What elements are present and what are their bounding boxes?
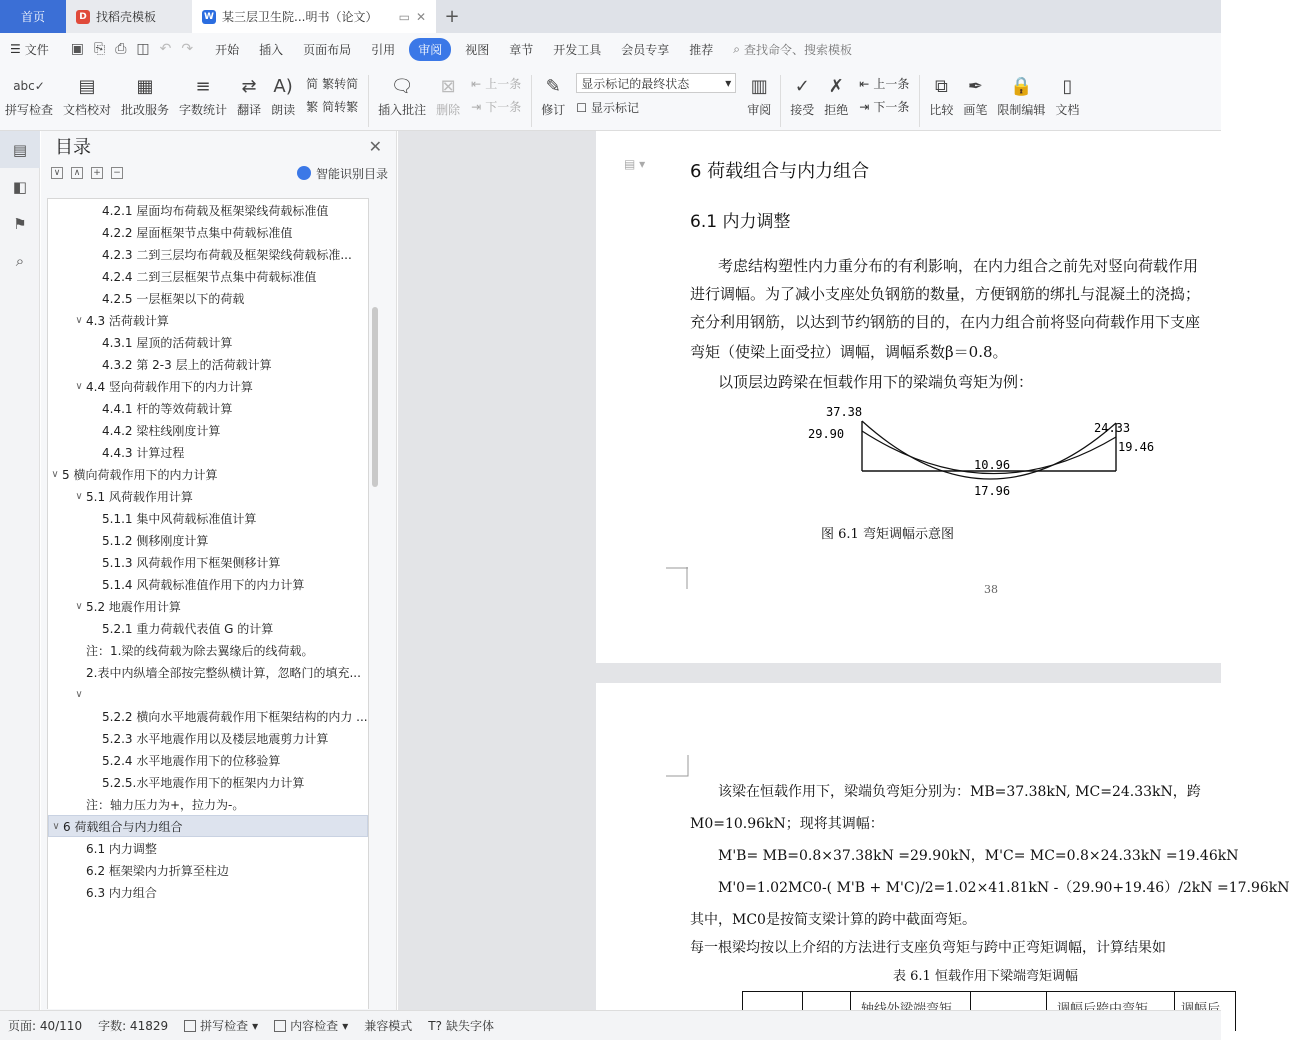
toc-item-label: 4.4 竖向荷载作用下的内力计算 xyxy=(86,379,253,394)
toc-item[interactable] xyxy=(48,573,368,595)
compare-button[interactable]: ⧉ 比较 xyxy=(924,71,958,118)
word-count-button[interactable]: ≡ 字数统计 xyxy=(174,71,232,118)
toc-item-label: 6 荷载组合与内力组合 xyxy=(63,819,183,834)
toc-item[interactable] xyxy=(48,595,368,617)
prev-icon: ⇤ xyxy=(471,76,482,91)
collapse-all-icon[interactable]: ∨ xyxy=(51,167,63,179)
undo-icon[interactable]: ↶ xyxy=(159,41,172,57)
toc-item-label: 注：1.梁的线荷载为除去翼缘后的线荷载。 xyxy=(86,643,314,658)
toc-item-label: 4.4.1 杆的等效荷载计算 xyxy=(102,401,233,416)
toc-item[interactable] xyxy=(48,859,368,881)
trad-to-simp-button[interactable]: 简 繁转简 xyxy=(306,77,359,91)
toc-item[interactable] xyxy=(48,309,368,331)
toc-item-label: 4.4.2 梁柱线刚度计算 xyxy=(102,423,221,438)
body-text: 每一根梁均按以上介绍的方法进行支座负弯矩与跨中正弯矩调幅，计算结果如 xyxy=(690,940,1166,956)
menu-item[interactable]: 开发工具 xyxy=(553,42,602,57)
divider xyxy=(368,75,369,127)
toc-item-label: 4.3.1 屋顶的活荷载计算 xyxy=(102,335,233,350)
quick-access xyxy=(59,41,205,57)
chevron-down-icon[interactable]: ∨ xyxy=(51,468,59,480)
remove-level-icon[interactable]: − xyxy=(111,167,123,179)
pen-icon: ✒ xyxy=(967,75,983,97)
toc-item[interactable] xyxy=(48,419,368,441)
markup-state-select[interactable]: 显示标记的最终状态 ▾ xyxy=(576,73,736,93)
page-indicator[interactable]: 页面: 40/110 xyxy=(8,1019,83,1033)
page xyxy=(596,131,1236,663)
review-ribbon xyxy=(0,65,1221,131)
figure-caption: 图 6.1 弯矩调幅示意图 xyxy=(821,527,954,542)
compare-icon: ⧉ xyxy=(934,75,948,97)
menu-item[interactable]: 审阅 xyxy=(409,38,451,61)
menu-item[interactable]: 章节 xyxy=(509,42,534,57)
next-revision-icon: ⇥ xyxy=(859,99,870,114)
proof-icon: ▤ xyxy=(78,75,96,97)
dropdown-icon: ▾ xyxy=(725,76,732,90)
toc-item[interactable] xyxy=(48,837,368,859)
batch-icon: ▦ xyxy=(136,75,154,97)
toc-item-label: 4.2.1 屋面均布荷载及框架梁线荷载标准值 xyxy=(102,203,329,218)
comment-delete-icon: ⊠ xyxy=(440,75,456,97)
toc-item-label: 4.2.3 二到三层均布荷载及框架梁线荷载标准... xyxy=(102,247,352,262)
paragraph-icon[interactable]: ▤ ▾ xyxy=(624,157,646,171)
insert-comment-button[interactable]: 🗨 插入批注 xyxy=(373,71,431,118)
toc-item[interactable] xyxy=(48,771,368,793)
add-level-icon[interactable]: + xyxy=(91,167,103,179)
doc-icon: ▯ xyxy=(1062,75,1073,97)
convert-group xyxy=(300,71,364,115)
toc-item[interactable] xyxy=(48,221,368,243)
review-pane-icon: ▥ xyxy=(750,75,768,97)
toc-item-label: 5.2 地震作用计算 xyxy=(86,599,181,614)
menu-item[interactable]: 视图 xyxy=(465,42,490,57)
toc-item-label: 5.1.3 风荷载作用下框架侧移计算 xyxy=(102,555,281,570)
toc-item-label: 5.2.4 水平地震作用下的位移验算 xyxy=(102,753,281,768)
translate-icon: ⇄ xyxy=(241,75,257,97)
find-icon[interactable]: ⌕ xyxy=(15,251,25,270)
delete-comment-button[interactable]: ⊠ 删除 xyxy=(431,71,465,118)
read-aloud-icon: A) xyxy=(273,75,293,97)
toc-item[interactable] xyxy=(48,331,368,353)
revise-icon: ✎ xyxy=(545,75,561,97)
wps-writer-icon: W xyxy=(202,10,216,24)
smart-toc-button[interactable]: 智能识别目录 xyxy=(297,165,396,182)
toc-item[interactable] xyxy=(48,793,368,815)
toc-item-label: 5.2.2 横向水平地震荷载作用下框架结构的内力 ... xyxy=(102,709,368,724)
menu-item[interactable]: 开始 xyxy=(215,42,240,57)
body-text: 弯矩（使梁上面受拉）调幅，调幅系数β＝0.8。 xyxy=(690,343,1008,361)
toc-item-label: 4.3.2 第 2-3 层上的活荷载计算 xyxy=(102,357,272,372)
chevron-down-icon[interactable]: ∨ xyxy=(75,380,83,392)
trad-icon: 简 xyxy=(306,77,319,91)
chevron-down-icon[interactable]: ∨ xyxy=(75,490,83,502)
crop-mark xyxy=(666,755,688,777)
label-right-adjusted: 19.46 xyxy=(1118,440,1155,454)
table-caption: 表 6.1 恒载作用下梁端弯矩调幅 xyxy=(893,969,1078,984)
show-markup-icon: ☐ xyxy=(576,100,588,115)
toc-item[interactable] xyxy=(48,661,368,683)
read-aloud-button[interactable]: A) 朗读 xyxy=(266,71,300,118)
toc-item-label: 5.2.5.水平地震作用下的框架内力计算 xyxy=(102,775,305,790)
new-tab-button[interactable]: + xyxy=(444,6,460,27)
bookmark-icon[interactable]: ⚑ xyxy=(13,214,27,233)
toc-item[interactable] xyxy=(48,727,368,749)
chapter-nav-icon[interactable]: ◧ xyxy=(12,177,28,196)
toc-item[interactable] xyxy=(48,485,368,507)
redo-icon[interactable]: ↷ xyxy=(181,41,194,57)
pen-button[interactable]: ✒ 画笔 xyxy=(958,71,992,118)
toc-item-label: 2.表中内纵墙全部按完整纵横计算，忽略门的填充... xyxy=(86,665,361,680)
prev-comment-button[interactable]: ⇤ 上一条 xyxy=(471,76,522,91)
toc-item-label: 6.3 内力组合 xyxy=(86,885,157,900)
toc-item-label: 5.1.2 侧移刚度计算 xyxy=(102,533,209,548)
expand-up-icon[interactable]: ∧ xyxy=(71,167,83,179)
menu-item[interactable]: 会员专享 xyxy=(621,42,670,57)
word-count-icon: ≡ xyxy=(195,75,211,97)
divider xyxy=(780,75,781,127)
toc-item[interactable] xyxy=(48,683,368,705)
toc-item[interactable] xyxy=(48,507,368,529)
toc-item[interactable] xyxy=(48,287,368,309)
content-check-status[interactable]: 内容检查 ▾ xyxy=(274,1017,348,1034)
toc-item-label: 5.2.1 重力荷载代表值 G 的计算 xyxy=(102,621,274,636)
body-text: M0=10.96kN；现将其调幅： xyxy=(690,816,884,832)
close-icon[interactable]: ✕ xyxy=(368,137,382,156)
revision-nav xyxy=(853,71,915,115)
reject-icon: ✗ xyxy=(828,75,844,97)
toc-item-label: 6.2 框架梁内力折算至柱边 xyxy=(86,863,229,878)
toc-item-label: 4.2.5 一层框架以下的荷载 xyxy=(102,291,245,306)
label-mid-original: 10.96 xyxy=(974,458,1011,472)
divider xyxy=(919,75,920,127)
chevron-down-icon[interactable]: ∨ xyxy=(75,600,83,612)
toc-item-label: 5.1.1 集中风荷载标准值计算 xyxy=(102,511,257,526)
body-text: 其中，MC0是按简支梁计算的跨中截面弯矩。 xyxy=(690,912,976,928)
toc-scrollbar[interactable] xyxy=(372,307,378,487)
simp-icon: 繁 xyxy=(306,100,319,114)
tab-home[interactable]: 首页 xyxy=(0,0,66,33)
tab-document[interactable]: W 某三层卫生院...明书（论文） ▭ ✕ xyxy=(192,0,436,33)
page xyxy=(596,683,1290,1023)
next-icon: ⇥ xyxy=(471,99,482,114)
toc-item[interactable] xyxy=(48,463,368,485)
toc-item-label: 5.1.4 风荷载标准值作用下的内力计算 xyxy=(102,577,305,592)
docer-icon: D xyxy=(76,10,90,24)
body-text: 充分利用钢筋，以达到节约钢筋的目的，在内力组合前将竖向荷载作用下支座 xyxy=(690,313,1201,331)
divider xyxy=(531,75,532,127)
body-text: 该梁在恒载作用下，梁端负弯矩分别为：MB=37.38kN, MC=24.33kN，跨 xyxy=(718,784,1201,800)
accept-icon: ✓ xyxy=(794,75,810,97)
review-pane-button[interactable]: ▥ 审阅 xyxy=(742,71,776,118)
menu-item[interactable]: 推荐 xyxy=(689,42,714,57)
toc-panel xyxy=(41,131,397,1010)
toc-item[interactable] xyxy=(48,441,368,463)
spell-status-icon xyxy=(184,1020,196,1032)
doc-permission-button[interactable]: ▯ 文档 xyxy=(1050,71,1084,118)
toc-item[interactable] xyxy=(48,705,368,727)
show-markup-button[interactable]: ☐ 显示标记 xyxy=(576,100,640,115)
toc-item[interactable] xyxy=(48,617,368,639)
spell-check-button[interactable]: abc✓ 拼写检查 xyxy=(0,71,58,118)
toc-item[interactable] xyxy=(48,639,368,661)
prev-revision-icon: ⇤ xyxy=(859,76,870,91)
next-revision-button[interactable]: ⇥ 下一条 xyxy=(859,99,910,114)
toc-item[interactable] xyxy=(48,243,368,265)
formula: M'B= MB=0.8×37.38kN =29.90kN，M'C= MC=0.8×24.33kN =19.46kN xyxy=(718,848,1239,864)
toc-item-label: 4.2.2 屋面框架节点集中荷载标准值 xyxy=(102,225,293,240)
next-comment-button[interactable]: ⇥ 下一条 xyxy=(471,99,522,114)
doc-proof-button[interactable]: ▤ 文档校对 xyxy=(58,71,116,118)
content-check-icon xyxy=(274,1020,286,1032)
toc-panel-icon[interactable]: ▤ xyxy=(0,131,40,168)
window-icon[interactable]: ▭ xyxy=(398,9,410,24)
simp-to-trad-button[interactable]: 繁 简转繁 xyxy=(306,100,359,114)
page-number: 38 xyxy=(984,583,998,596)
lock-icon: 🔒 xyxy=(1010,75,1033,97)
moment-diagram xyxy=(806,401,1176,501)
preview-icon[interactable]: ◫ xyxy=(136,41,150,57)
toc-item-label: 注：轴力压力为+，拉力为-。 xyxy=(86,797,245,812)
command-search[interactable]: ⌕ 查找命令、搜索模板 xyxy=(733,41,853,57)
label-mid-adjusted: 17.96 xyxy=(974,484,1011,498)
toc-item[interactable] xyxy=(48,375,368,397)
revise-button[interactable]: ✎ 修订 xyxy=(536,71,570,118)
chevron-down-icon[interactable]: ∨ xyxy=(52,820,60,832)
word-count[interactable]: 字数: 41829 xyxy=(98,1019,169,1033)
search-icon: ⌕ xyxy=(733,41,741,56)
chevron-down-icon[interactable]: ∨ xyxy=(75,314,83,326)
font-icon: T? xyxy=(428,1018,442,1033)
status-bar xyxy=(0,1010,1221,1040)
body-text: 考虑结构塑性内力重分布的有利影响，在内力组合之前先对竖向荷载作用 xyxy=(718,257,1199,275)
spell-check-icon: abc✓ xyxy=(13,79,45,93)
menu-item[interactable]: 引用 xyxy=(371,42,396,57)
toc-item[interactable] xyxy=(48,353,368,375)
toc-item[interactable] xyxy=(48,551,368,573)
crop-mark xyxy=(666,567,688,589)
spell-check-status[interactable]: 拼写检查 ▾ xyxy=(184,1017,258,1034)
menu-item[interactable]: 插入 xyxy=(259,42,284,57)
toc-item[interactable] xyxy=(48,529,368,551)
heading-2: 6.1 内力调整 xyxy=(690,212,791,232)
comment-add-icon: 🗨 xyxy=(390,75,414,97)
toc-item-label: 6.1 内力调整 xyxy=(86,841,157,856)
toc-item[interactable] xyxy=(48,199,368,221)
toc-tools xyxy=(41,161,396,185)
missing-font-status[interactable]: T? 缺失字体 xyxy=(428,1018,494,1033)
toc-item-label: 4.3 活荷载计算 xyxy=(86,313,169,328)
toc-item[interactable] xyxy=(48,265,368,287)
comment-nav xyxy=(465,71,527,115)
toc-item[interactable] xyxy=(48,749,368,771)
menu-bar xyxy=(0,33,1221,65)
translate-button[interactable]: ⇄ 翻译 xyxy=(232,71,266,118)
file-menu[interactable]: ☰ 文件 xyxy=(10,42,49,57)
formula: M'0=1.02MC0-( M'B + M'C)/2=1.02×41.81kN -（29.90+19.46）/2kN =17.96kN xyxy=(718,880,1290,896)
toc-item[interactable] xyxy=(48,815,368,837)
markup-group xyxy=(570,71,742,116)
close-tab-icon[interactable]: ✕ xyxy=(415,9,426,24)
toc-item-label: 5.1 风荷载作用计算 xyxy=(86,489,193,504)
toc-item-label: 4.2.4 二到三层框架节点集中荷载标准值 xyxy=(102,269,317,284)
menu-item[interactable]: 页面布局 xyxy=(303,42,352,57)
toc-title: 目录 xyxy=(55,137,91,158)
body-text: 进行调幅。为了减小支座处负钢筋的数量，方便钢筋的绑扎与混凝土的浇捣； xyxy=(690,285,1201,303)
ai-icon xyxy=(297,166,311,180)
chevron-down-icon[interactable]: ∨ xyxy=(75,688,83,700)
batch-service-button[interactable]: ▦ 批改服务 xyxy=(116,71,174,118)
toc-item[interactable] xyxy=(48,397,368,419)
toc-item-label: 4.4.3 计算过程 xyxy=(102,445,185,460)
reject-button[interactable]: ✗ 拒绝 xyxy=(819,71,853,118)
accept-button[interactable]: ✓ 接受 xyxy=(785,71,819,118)
tab-templates[interactable]: D 找稻壳模板 xyxy=(66,0,192,33)
restrict-edit-button[interactable]: 🔒 限制编辑 xyxy=(992,71,1050,118)
prev-revision-button[interactable]: ⇤ 上一条 xyxy=(859,76,910,91)
label-left-adjusted: 29.90 xyxy=(808,427,845,441)
export-icon[interactable]: ⎘ xyxy=(94,41,106,57)
label-left-original: 37.38 xyxy=(826,405,863,419)
document-area xyxy=(398,131,1290,1010)
nav-strip xyxy=(0,131,40,1010)
toc-item-label: 5.2.3 水平地震作用以及楼层地震剪力计算 xyxy=(102,731,329,746)
heading-1: 6 荷载组合与内力组合 xyxy=(690,161,870,182)
body-text: 以顶层边跨梁在恒载作用下的梁端负弯矩为例： xyxy=(718,373,1034,391)
toc-item[interactable] xyxy=(48,881,368,903)
print-icon[interactable]: ⎙ xyxy=(115,41,127,57)
toc-list xyxy=(47,198,369,1009)
save-icon[interactable]: ▣ xyxy=(70,41,85,57)
compat-mode[interactable]: 兼容模式 xyxy=(364,1019,413,1033)
tab-bar xyxy=(0,0,1221,33)
show-markup-wrap xyxy=(570,99,742,116)
hamburger-icon: ☰ xyxy=(10,42,21,56)
label-right-original: 24.33 xyxy=(1094,421,1131,435)
toc-item-label: 5 横向荷载作用下的内力计算 xyxy=(62,467,218,482)
